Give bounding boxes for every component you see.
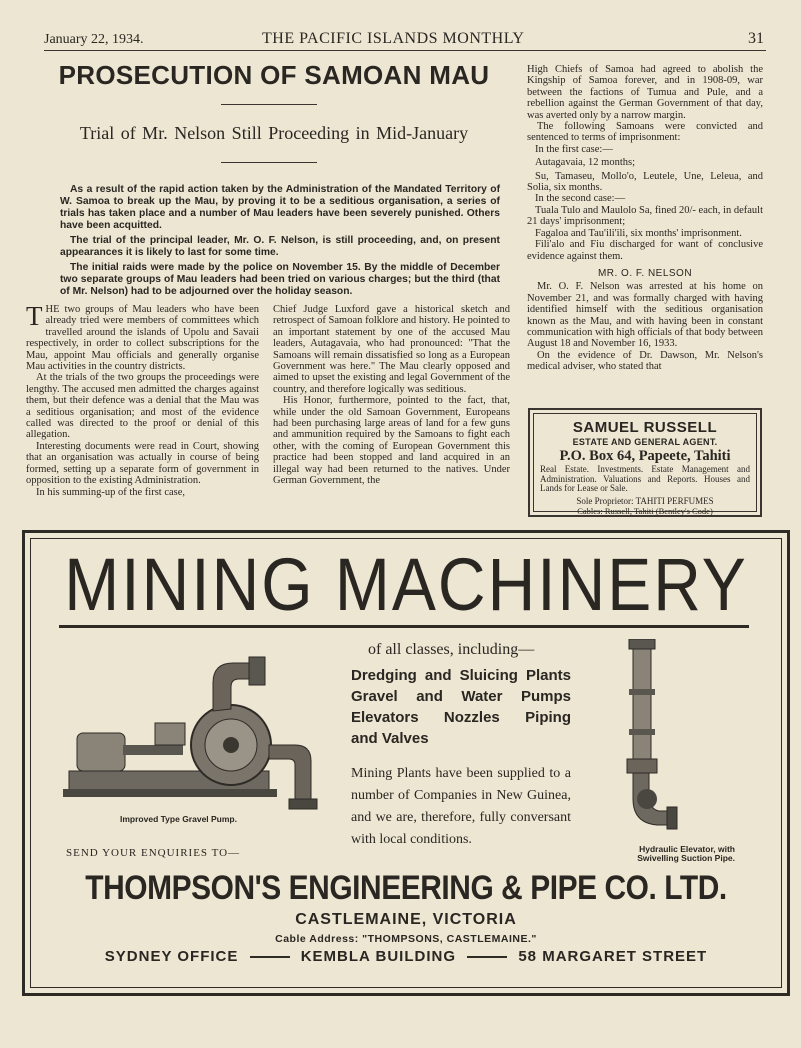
product-line [351, 728, 571, 749]
gravel-pump-illustration [63, 653, 323, 813]
product-word: Water [461, 688, 503, 705]
elevator-caption-line: Swivelling Suction Pipe. [637, 853, 735, 863]
mining-description: Mining Plants have been supplied to a number of Companies in New Guinea, and we are, therefore, fully conversant with local conditions. [351, 766, 571, 847]
intro-paragraph: The initial raids were made by the police on November 15. By the middle of December two separate groups of Mau leaders had been tried on various charges; but the third (that of Mr. Nelson) had to be adjourned over the holiday season. [60, 262, 500, 297]
product-word: Pumps [520, 688, 571, 705]
column-paragraph: In his summing-up of the first case, [36, 486, 186, 498]
russell-ad-inner-border [533, 413, 757, 516]
enquiries-line: SEND YOUR ENQUIRIES TO— [66, 847, 241, 859]
article-column-3 [527, 64, 763, 402]
sentence-line: Fagaloa and Tau'ili'ili, six months' imprisonment. [535, 227, 742, 239]
product-word: Elevators [351, 709, 419, 726]
product-list [351, 665, 571, 749]
advertiser-address: P.O. Box 64, Papeete, Tahiti [559, 448, 731, 464]
product-word: and [351, 730, 378, 747]
office-label: SYDNEY OFFICE [104, 948, 239, 965]
office-street: 58 MARGARET STREET [518, 948, 708, 965]
product-word: Valves [381, 730, 429, 747]
advertiser-name: SAMUEL RUSSELL [572, 419, 718, 436]
product-word: Dredging [351, 667, 417, 684]
page-number: 31 [748, 30, 764, 47]
title-divider [221, 104, 317, 105]
section-heading: MR. O. F. NELSON [597, 267, 693, 279]
article-intro [60, 184, 500, 298]
sentence-line: Fili'alo and Fiu discharged for want of conclusive evidence against them. [527, 239, 763, 262]
issue-date: January 22, 1934. [44, 32, 144, 47]
drop-cap: T [26, 304, 43, 331]
ad-headline: MINING MACHINERY [64, 542, 748, 626]
sentence-line: Su, Tamaseu, Mollo'o, Leutele, Une, Leleua, and Solia, six months. [527, 170, 763, 194]
sentence-line: In the second case:— [535, 193, 626, 205]
pump-caption: Improved Type Gravel Pump. [120, 814, 237, 824]
product-word: Piping [525, 709, 571, 726]
advertiser-role: ESTATE AND GENERAL AGENT. [572, 437, 718, 447]
sentence-line: Autagavaia, 12 months; [535, 157, 636, 169]
elevator-caption [595, 845, 735, 863]
column-paragraph: At the trials of the two groups the proceedings were lengthy. The accused men admitted the charges against them, but their defence was a denial that the Mau was a seditious organisation; and most of the evidence called was directed to the proof or denial of this allegation. [26, 372, 259, 441]
intro-paragraph: The trial of the principal leader, Mr. O. F. Nelson, is still proceeding, and, on present appearances it is likely to last for some time. [60, 235, 500, 258]
russell-advertisement [528, 408, 762, 517]
column-paragraph: His Honor, furthermore, pointed to the fact, that, while under the old Samoan Government, Europeans had been purchasing large areas of land for a few guns and ammunition required by the Samoans to fight each other, with the coming of European Government this practice had been stopped and land acquired in an illegal way had been returned to the natives. Under German Government, the [273, 395, 510, 487]
office-building: KEMBLA BUILDING [300, 948, 456, 965]
advertiser-proprietor: Sole Proprietor: TAHITI PERFUMES [576, 495, 714, 506]
article-title: PROSECUTION OF SAMOAN MAU [58, 60, 490, 90]
product-line [351, 665, 571, 686]
column-paragraph: Chief Judge Luxford gave a historical sketch and retrospect of Samoan folklore and history. He pointed to an important statement by one of the accused Mau leaders, Autagavaia, who had pronounced: "That the Samoans will remain dissatisfied so long as a European Government was here." The Mau clearly opposed and aimed to upset the existing and legal Government of the country, and therefore logically was seditious. [273, 304, 510, 395]
product-line [351, 686, 571, 707]
dash-rule [467, 956, 507, 958]
elevator-caption-line: Hydraulic Elevator, with [639, 844, 735, 854]
intro-paragraph: As a result of the rapid action taken by the Administration of the Mandated Territory of W. Samoa to break up the Mau, by proving it to be a seditious organisation, a series of trials has taken place and a number of Mau leaders have been severely punished. Others have been acquitted. [60, 184, 500, 231]
mining-machinery-advertisement [22, 530, 790, 996]
subtitle-divider [221, 162, 317, 163]
product-word: and [424, 667, 452, 684]
product-word: Gravel [351, 688, 398, 705]
publication-title: THE PACIFIC ISLANDS MONTHLY [262, 30, 525, 47]
product-word: and [416, 688, 443, 705]
sydney-office-line [25, 948, 787, 965]
article-subtitle: Trial of Mr. Nelson Still Proceeding in Mid-January [79, 123, 469, 143]
hydraulic-elevator-illustration [619, 639, 679, 839]
article-column-1 [26, 304, 259, 518]
article-column-2 [273, 304, 510, 518]
sentence-line: In the first case:— [535, 143, 613, 155]
advertiser-services: Real Estate. Investments. Estate Management and Administration. Valuations and Reports. Houses and Lands for Lease or Sale. [540, 464, 750, 493]
column-paragraph: High Chiefs of Samoa had agreed to abolish the Kingship of Samoa forever, and in 1908-09, war between the factions of Tumua and Pule, and a rebellion against the German Government of that day, was averted only by a narrow margin. [527, 64, 763, 121]
page-header [44, 32, 764, 52]
advertiser-cables: Cables: Russell, Tahiti (Bentley's Code) [577, 505, 713, 516]
column-paragraph: The following Samoans were convicted and sentenced to terms of imprisonment: [527, 121, 763, 144]
headline-rule [59, 625, 749, 628]
company-location: CASTLEMAINE, VICTORIA [295, 911, 517, 928]
column-paragraph: On the evidence of Dr. Dawson, Mr. Nelson's medical adviser, who stated that [527, 349, 763, 373]
company-name: THOMPSON'S ENGINEERING & PIPE CO. LTD. [85, 869, 727, 907]
product-word: Nozzles [443, 709, 500, 726]
column-paragraph: Interesting documents were read in Court, showing that an organisation was actually in course of being formed, setting up a separate form of government in opposition to the existing Administration. [26, 440, 259, 487]
cable-address: Cable Address: "THOMPSONS, CASTLEMAINE." [275, 933, 537, 945]
product-word: Plants [525, 667, 571, 684]
dash-rule [250, 956, 290, 958]
column-paragraph: Mr. O. F. Nelson was arrested at his home on November 21, and was formally charged with having identified himself with the seditious organisation known as the Mau, and with having been in constant communication with high officials of that body between August 18 and November 16, 1933. [527, 281, 763, 350]
ad-classes-line: of all classes, including— [368, 641, 535, 658]
column-paragraph: THE two groups of Mau leaders who have been already tried were members of committees which travelled around the islands of Upolu and Savaii respectively, in order to collect subscriptions for the Mau, appoint Mau officials and generally organise Mau activities in the country districts. [26, 304, 259, 373]
product-line [351, 707, 571, 728]
product-word: Sluicing [459, 667, 518, 684]
header-rule [44, 50, 766, 51]
sentence-line: Tuala Tulo and Maulolo Sa, fined 20/- each, in default 21 days' imprisonment; [527, 204, 763, 228]
